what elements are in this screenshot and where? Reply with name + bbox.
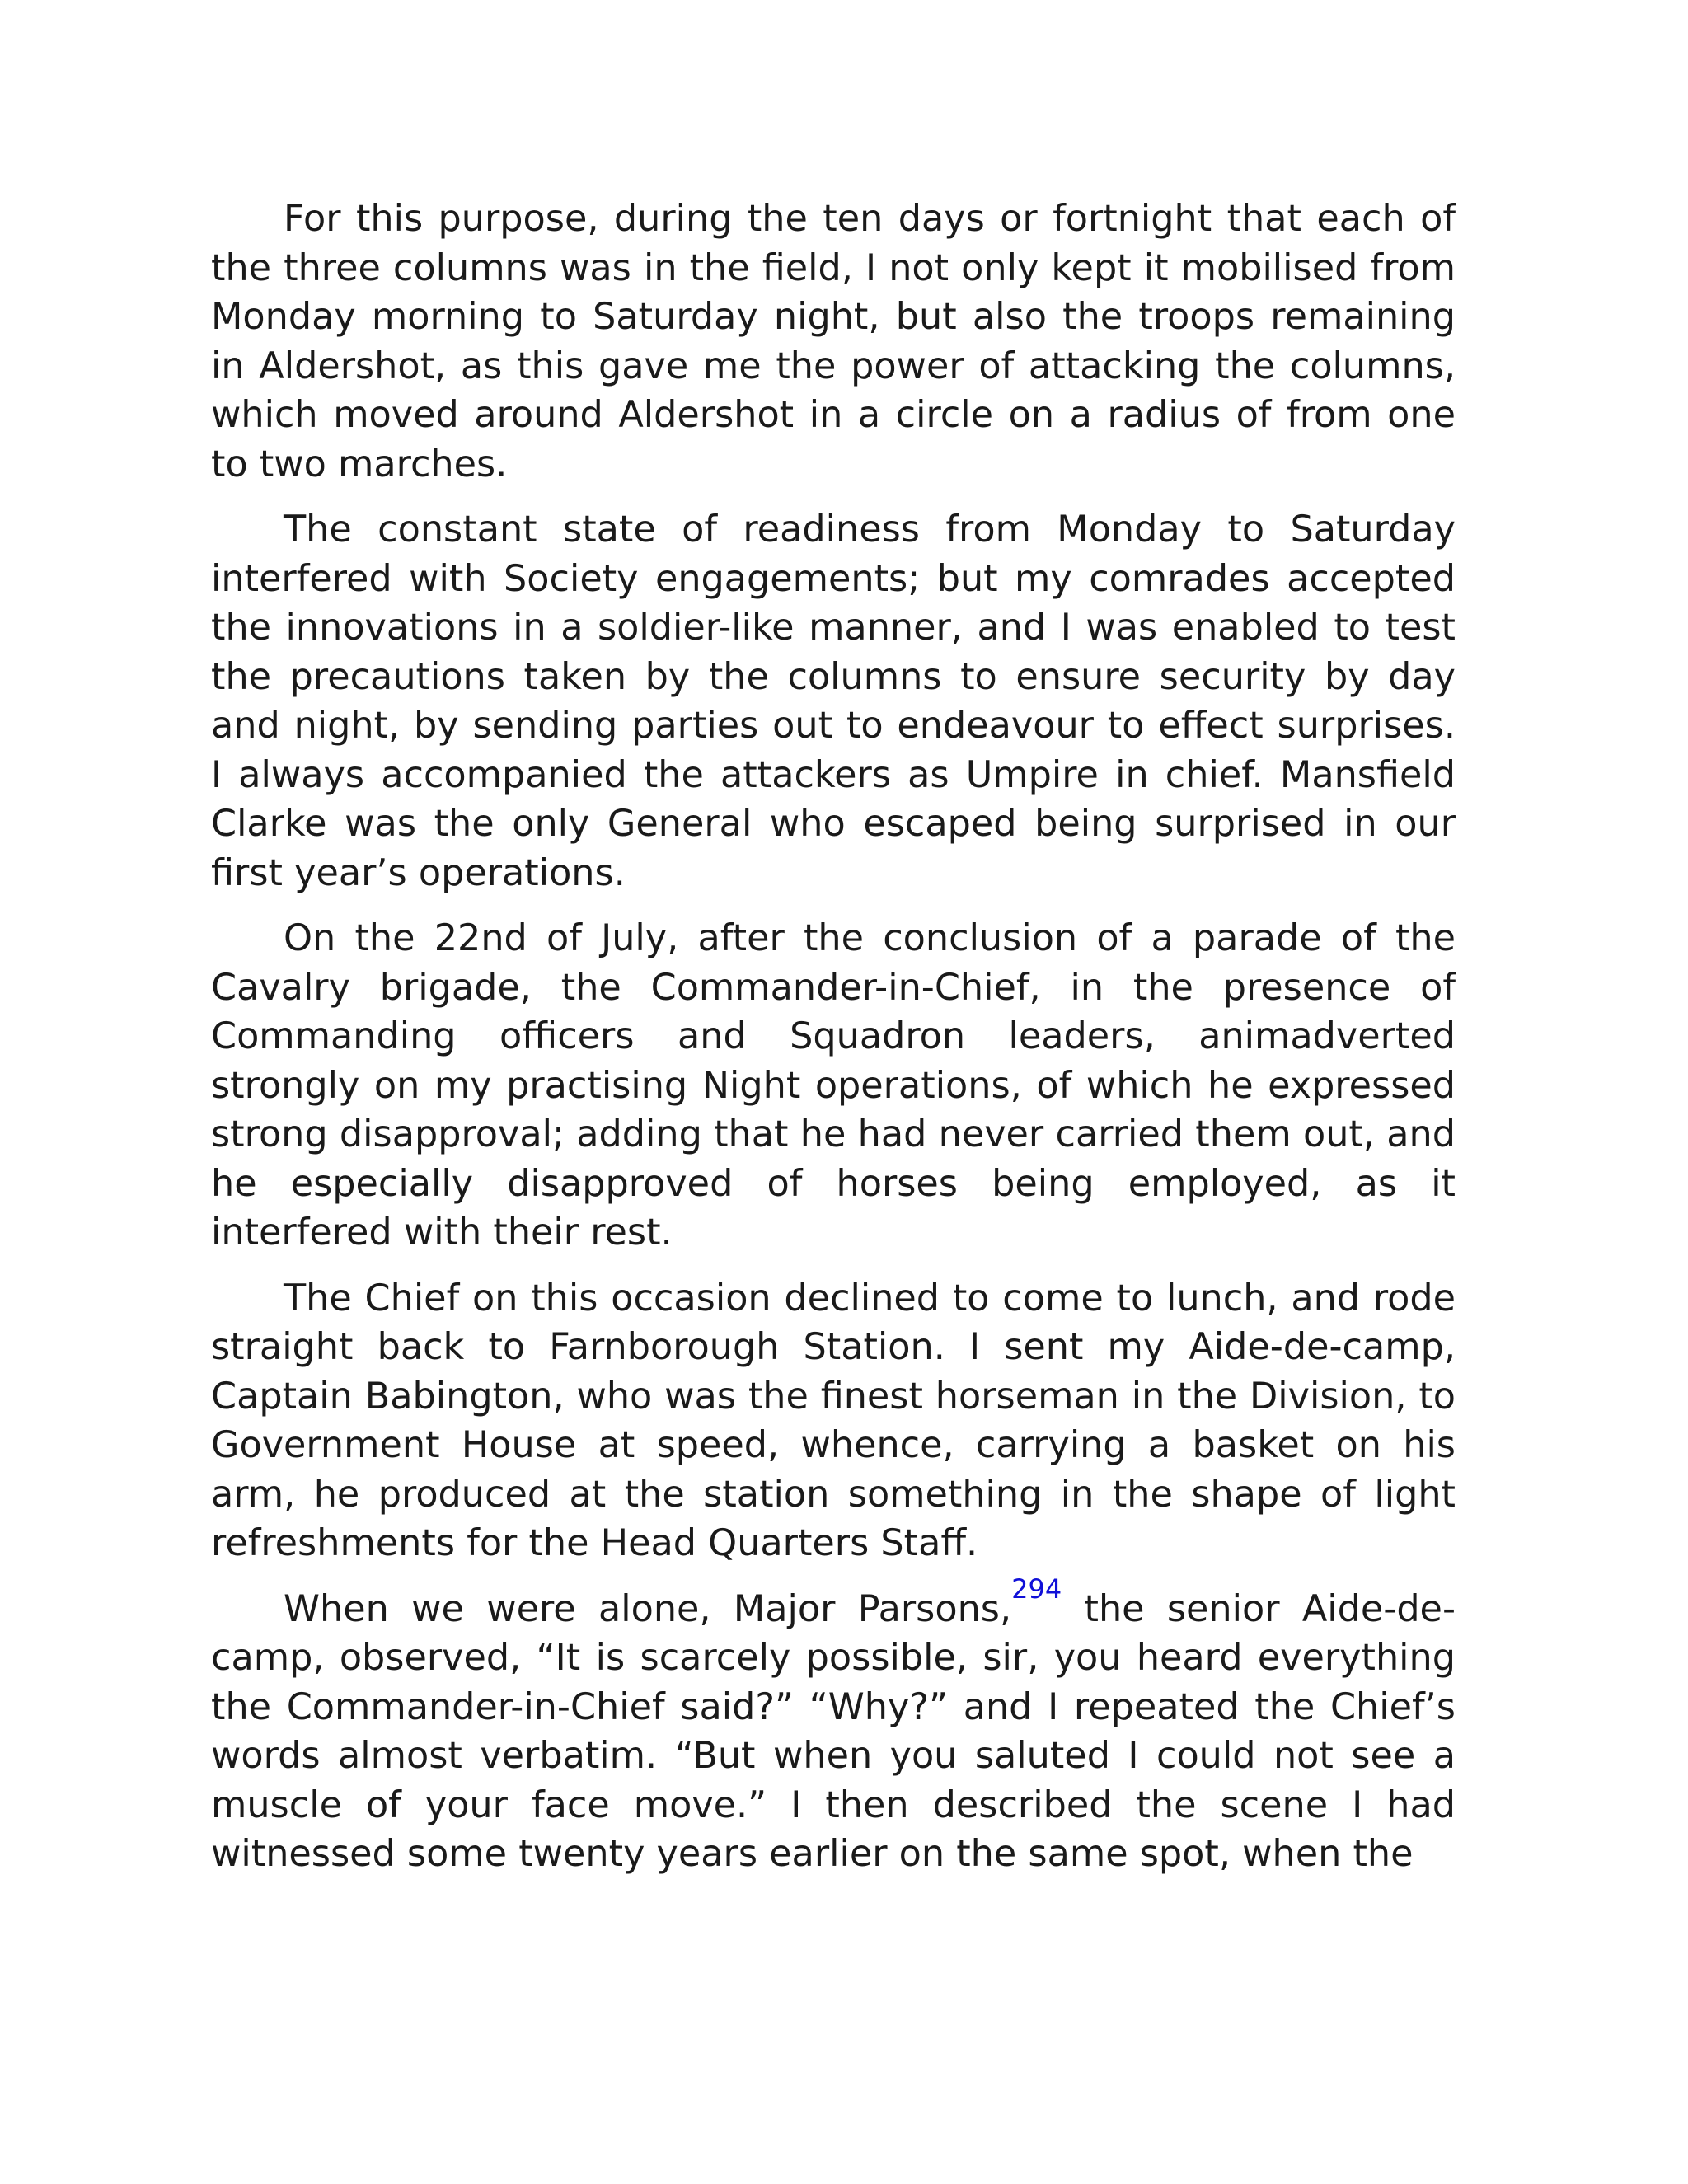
- paragraph-1: For this purpose, during the ten days or fortnight that each of the three columns was in the field, I not only kept it mobilised from Monday morning to Saturday night, but also the troops remaining in Aldershot, as this gave me the power of attacking the columns, which moved around Aldershot in a circle on a radius of from one to two marches.: [211, 198, 1456, 485]
- footnote-link-294[interactable]: 294: [1011, 1572, 1062, 1605]
- paragraph-2: The constant state of readiness from Monday to Saturday interfered with Society engagements; but my comrades accepted the innovations in a soldier-like manner, and I was enabled to test the precautions taken by the columns to ensure security by day and night, by sending parties out to endeavour to effect surprises. I always accompanied the attackers as Umpire in chief. Mansfield Clarke was the only General who escaped being surprised in our first year’s operations.: [211, 509, 1456, 894]
- paragraph-4: The Chief on this occasion declined to come to lunch, and rode straight back to Farnborough Station. I sent my Aide-de-camp, Captain Babington, who was the finest horseman in the Division, to Government House at speed, whence, carrying a basket on his arm, he produced at the station something in the shape of light refreshments for the Head Quarters Staff.: [211, 1277, 1456, 1564]
- page-body: [211, 194, 1456, 1896]
- paragraph-3: On the 22nd of July, after the conclusion of a parade of the Cavalry brigade, the Commander-in-Chief, in the presence of Commanding officers and Squadron leaders, animadverted strongly on my practising Night operations, of which he expressed strong disapproval; adding that he had never carried them out, and he especially disapproved of horses being employed, as it interfered with their rest.: [211, 917, 1456, 1254]
- paragraph-5: [211, 1572, 1456, 1879]
- paragraph-5-text-before: When we were alone, Major Parsons,: [284, 1587, 1012, 1630]
- paragraph-5-text-after: the senior Aide-de-camp, observed, “It is scarcely possible, sir, you heard everything the Commander-in-Chief said?” “Why?” and I repeated the Chief’s words almost verbatim. “But when you saluted I could not see a muscle of your face move.” I then described the scene I had witnessed some twenty years earlier on the same spot, when the: [211, 1587, 1456, 1875]
